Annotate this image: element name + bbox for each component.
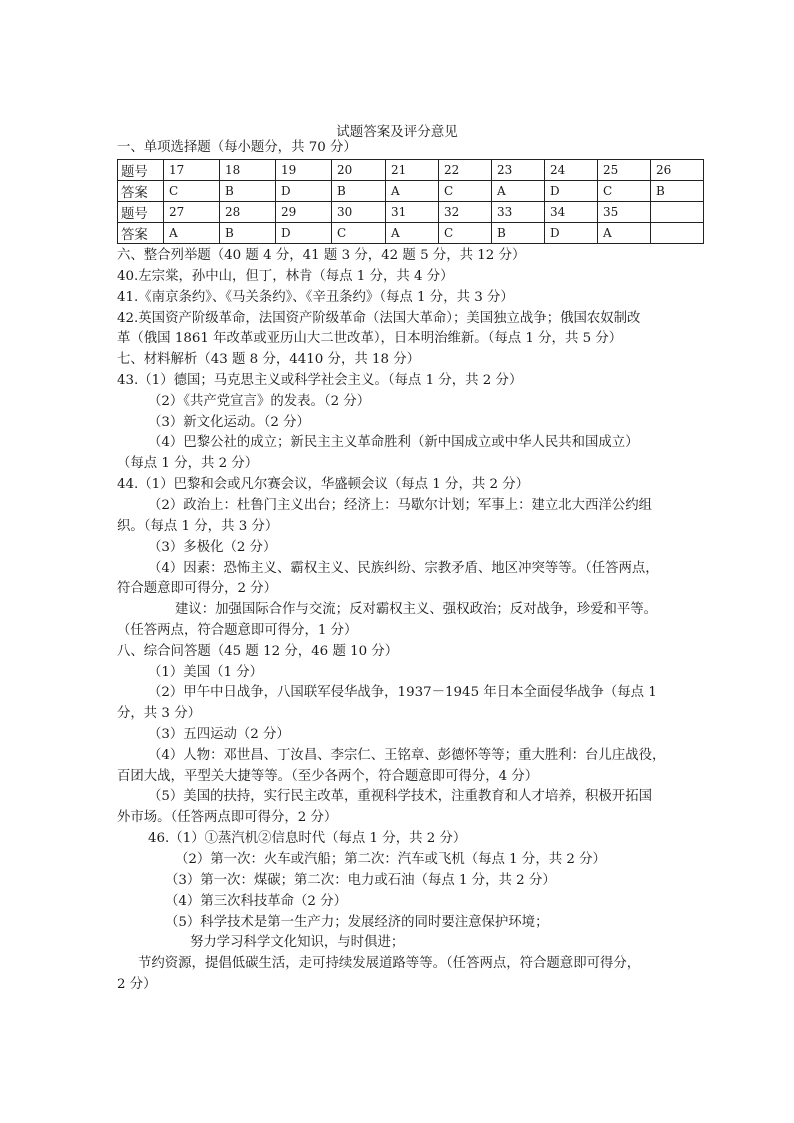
answer-line: 百团大战，平型关大捷等等。（至少各两个，符合题意即可得分，4 分） xyxy=(117,769,539,784)
table-cell: D xyxy=(545,181,598,202)
table-row xyxy=(118,181,704,202)
answer-line: 节约资源，提倡低碳生活，走可持续发展道路等等。（任答两点，符合题意即可得分， xyxy=(138,956,641,971)
answer-line: （2）政治上：杜鲁门主义出台；经济上：马歇尔计划；军事上：建立北大西洋公约组 xyxy=(148,498,652,513)
answer-line: （任答两点，符合题意即可得分，1 分） xyxy=(117,623,358,638)
answer-line: （1）美国（1 分） xyxy=(148,665,264,680)
table-cell: 33 xyxy=(492,202,545,223)
answer-line: （3）五四运动（2 分） xyxy=(148,727,290,742)
answer-line: 42.英国资产阶级革命，法国资产阶级革命（法国大革命）；美国独立战争；俄国农奴制改 xyxy=(117,311,641,326)
table-cell: C xyxy=(598,181,651,202)
section-heading-material: 七、材料解析（43 题 8 分，4410 分，共 18 分） xyxy=(117,352,421,367)
answer-line: 43.（1）德国；马克思主义或科学社会主义。（每点 1 分，共 2 分） xyxy=(117,373,523,388)
answer-line: 建议：加强国际合作与交流；反对霸权主义、强权政治；反对战争，珍爱和平等。 xyxy=(175,602,658,617)
table-cell: 22 xyxy=(439,160,492,181)
answer-line: 2 分） xyxy=(117,977,157,992)
table-cell: 答案 xyxy=(118,181,164,202)
table-cell: A xyxy=(386,181,439,202)
table-cell: 20 xyxy=(332,160,386,181)
table-cell: 18 xyxy=(220,160,276,181)
table-cell: B xyxy=(332,181,386,202)
table-cell: C xyxy=(439,223,492,244)
table-cell xyxy=(651,223,704,244)
answer-line: （3）新文化运动。（2 分） xyxy=(148,415,310,430)
table-cell: 29 xyxy=(276,202,332,223)
answer-line: （3）第一次：煤碳；第二次：电力或石油（每点 1 分，共 2 分） xyxy=(165,873,556,888)
answer-line: 分，共 3 分） xyxy=(117,706,201,721)
answer-line: 努力学习科学文化知识，与时俱进； xyxy=(190,935,405,950)
table-cell: C xyxy=(439,181,492,202)
table-cell: 26 xyxy=(651,160,704,181)
table-cell: 17 xyxy=(164,160,220,181)
table-cell: D xyxy=(276,223,332,244)
section-heading-comprehensive: 八、综合问答题（45 题 12 分，46 题 10 分） xyxy=(117,644,399,659)
answer-line: 41.《南京条约》、《马关条约》、《辛丑条约》（每点 1 分，共 3 分） xyxy=(117,290,514,305)
answer-line: 40.左宗棠，孙中山，但丁，林肯（每点 1 分，共 4 分） xyxy=(117,269,454,284)
table-cell: D xyxy=(545,223,598,244)
table-cell: 题号 xyxy=(118,202,164,223)
table-cell: C xyxy=(332,223,386,244)
table-cell: 25 xyxy=(598,160,651,181)
answer-line: （2）《共产党宣言》的发表。（2 分） xyxy=(148,394,371,409)
table-cell: 21 xyxy=(386,160,439,181)
table-cell: A xyxy=(164,223,220,244)
answer-line: （2）甲午中日战争，八国联军侵华战争，1937－1945 年日本全面侵华战争（每点 1 xyxy=(148,685,657,700)
table-cell: 34 xyxy=(545,202,598,223)
table-cell: 19 xyxy=(276,160,332,181)
answer-line: （4）巴黎公社的成立；新民主主义革命胜利（新中国成立或中华人民共和国成立） xyxy=(148,435,639,450)
table-cell xyxy=(651,202,704,223)
document-title: 试题答案及评分意见 xyxy=(336,124,458,140)
table-cell: B xyxy=(220,223,276,244)
answer-line: （3）多极化（2 分） xyxy=(148,540,277,555)
answer-table xyxy=(117,159,704,244)
table-cell: 题号 xyxy=(118,160,164,181)
table-cell: A xyxy=(598,223,651,244)
answer-line: 44.（1）巴黎和会或凡尔赛会议，华盛顿会议（每点 1 分，共 2 分） xyxy=(117,477,530,492)
answer-line: （5）科学技术是第一生产力；发展经济的同时要注意保护环境； xyxy=(165,915,549,930)
table-cell: 27 xyxy=(164,202,220,223)
table-cell: B xyxy=(492,223,545,244)
answer-line: （每点 1 分，共 2 分） xyxy=(117,456,259,471)
table-cell: 30 xyxy=(332,202,386,223)
answer-line: （4）第三次科技革命（2 分） xyxy=(165,894,347,909)
table-cell: 35 xyxy=(598,202,651,223)
table-cell: D xyxy=(276,181,332,202)
table-row xyxy=(118,223,704,244)
table-cell: 23 xyxy=(492,160,545,181)
table-cell: A xyxy=(492,181,545,202)
table-cell: 32 xyxy=(439,202,492,223)
answer-line: （4）人物：邓世昌、丁汝昌、李宗仁、王铭章、彭德怀等等；重大胜利：台儿庄战役， xyxy=(148,748,666,763)
table-cell: 24 xyxy=(545,160,598,181)
table-cell: B xyxy=(220,181,276,202)
section-heading-listing: 六、整合列举题（40 题 4 分，41 题 3 分，42 题 5 分，共 12 分） xyxy=(117,248,526,263)
table-row xyxy=(118,202,704,223)
table-cell: 31 xyxy=(386,202,439,223)
answer-line: （2）第一次：火车或汽船；第二次：汽车或飞机（每点 1 分，共 2 分） xyxy=(175,852,606,867)
answer-line: 织。（每点 1 分，共 3 分） xyxy=(117,519,279,534)
answer-line: （5）美国的扶持，实行民主改革，重视科学技术，注重教育和人才培养，积极开拓国 xyxy=(148,789,652,804)
table-cell: 答案 xyxy=(118,223,164,244)
answer-line: 革（俄国 1861 年改革或亚历山大二世改革），日本明治维新。（每点 1 分，共 5 分） xyxy=(117,331,623,346)
answer-line: 符合题意即可得分，2 分） xyxy=(117,581,278,596)
table-cell: C xyxy=(164,181,220,202)
section-heading-choice: 一、单项选择题（每小题分，共 70 分） xyxy=(117,140,357,155)
table-cell: A xyxy=(386,223,439,244)
table-cell: 28 xyxy=(220,202,276,223)
answer-line: （4）因素：恐怖主义、霸权主义、民族纠纷、宗教矛盾、地区冲突等等。（任答两点， xyxy=(148,561,659,576)
answer-line: 46.（1）①蒸汽机②信息时代（每点 1 分，共 2 分） xyxy=(148,831,467,846)
table-row xyxy=(118,160,704,181)
table-cell: B xyxy=(651,181,704,202)
answer-line: 外市场。（任答两点即可得分，2 分） xyxy=(117,810,338,825)
